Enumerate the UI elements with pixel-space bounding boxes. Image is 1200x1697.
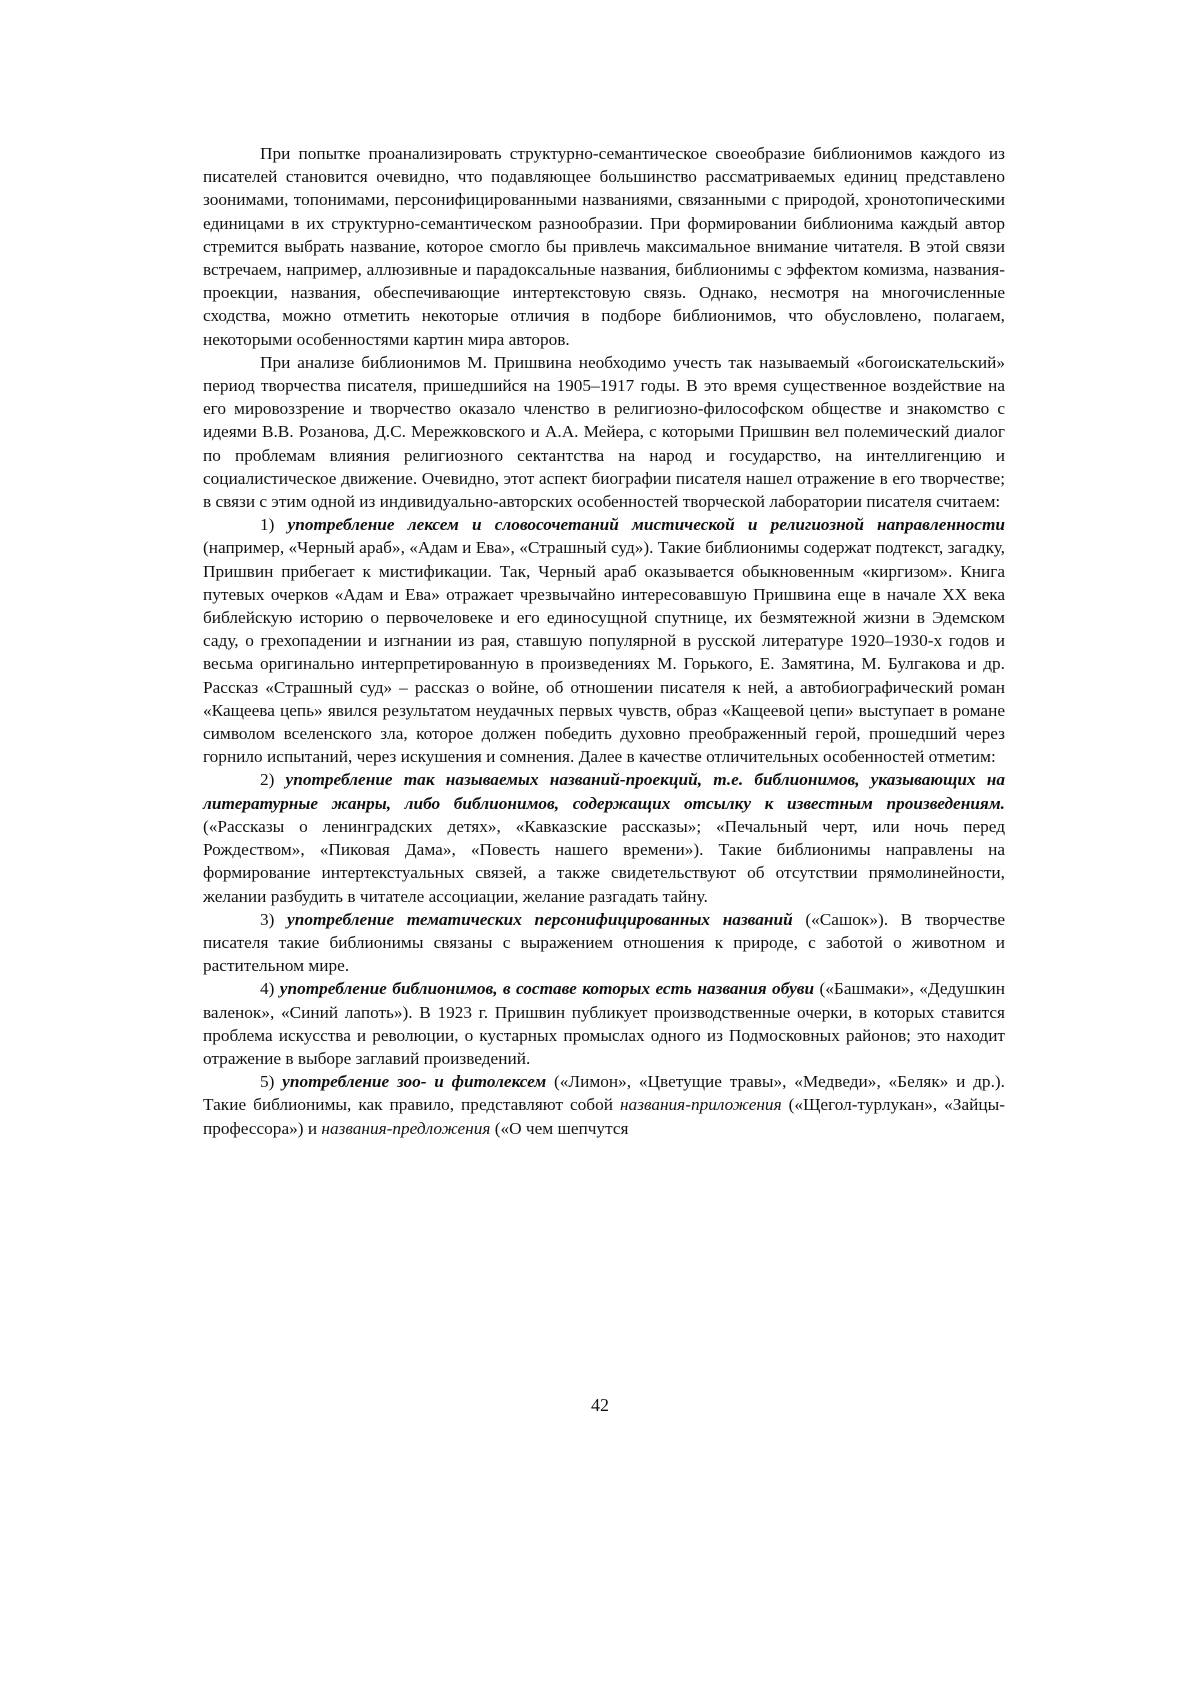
text-run: 4) (260, 979, 280, 998)
text-run: («Рассказы о ленинградских детях», «Кавказские рассказы»; «Печальный черт, или ночь перед Рождеством», «Пиковая Дама», «Повесть нашего времени»). Такие библионимы направлены на формирование интертекстуальных связей, а также свидетельствуют об отсутствии прямолинейности, желании разбудить в читателе ассоциации, желание разгадать тайну. (203, 817, 1005, 906)
text-run: При попытке проанализировать структурно-семантическое своеобразие библионимов каждого из писателей становится очевидно, что подавляющее большинство рассматриваемых единиц представлено зоонимами, топонимами, персонифицированными названиями, связанными с природой, хронотопическими единицами в их структурно-семантическом разнообразии. При формировании библионима каждый автор стремится выбрать название, которое смогло бы привлечь максимальное внимание читателя. В этой связи встречаем, например, аллюзивные и парадоксальные названия, библионимы с эффектом комизма, названия-проекции, названия, обеспечивающие интертекстовую связь. Однако, несмотря на многочисленные сходства, можно отметить некоторые отличия в подборе библионимов, что обусловлено, полагаем, некоторыми особенностями картин мира авторов. (203, 144, 1005, 349)
text-run: («Щегол-турлукан», «Зайцы-профессора») и (203, 1095, 1005, 1137)
paragraph (203, 351, 1005, 513)
text-run: При анализе библионимов М. Пришвина необходимо учесть так называемый «богоискательский» период творчества писателя, пришедшийся на 1905–1917 годы. В это время существенное воздействие на его мировоззрение и творчество оказало членство в религиозно-философском обществе и знакомство с идеями В.В. Розанова, Д.С. Мережковского и А.А. Мейера, с которыми Пришвин вел полемический диалог по проблемам влияния религиозного сектантства на народ и государство, на интеллигенцию и социалистическое движение. Очевидно, этот аспект биографии писателя нашел отражение в его творчестве; в связи с этим одной из индивидуально-авторских особенностей творческой лаборатории писателя считаем: (203, 353, 1005, 511)
paragraph (203, 1070, 1005, 1140)
text-run: («Башмаки», «Дедушкин валенок», «Синий лапоть»). В 1923 г. Пришвин публикует производственные очерки, в которых ставится проблема искусства и революции, о кустарных промыслах одного из Подмосковных районов; это находит отражение в выборе заглавий произведений. (203, 979, 1005, 1068)
emphasis-text: употребление библионимов, в составе которых есть названия обуви (280, 979, 814, 998)
text-run: 3) (260, 910, 287, 929)
page-number: 42 (0, 1395, 1200, 1416)
emphasis-text: употребление тематических персонифицированных названий (287, 910, 793, 929)
text-run: (например, «Черный араб», «Адам и Ева», «Страшный суд»). Такие библионимы содержат подтекст, загадку, Пришвин прибегает к мистификации. Так, Черный араб оказывается обыкновенным «киргизом». Книга путевых очерков «Адам и Ева» отражает чрезвычайно интересовавшую Пришвина еще в начале XX века библейскую историю о первочеловеке и его единосущной спутнице, их безмятежной жизни в Эдемском саду, о грехопадении и изгнании из рая, ставшую популярной в русской литературе 1920–1930-х годов и весьма оригинально интерпретированную в произведениях М. Горького, Е. Замятина, М. Булгакова и др. Рассказ «Страшный суд» – рассказ о войне, об отношении писателя к ней, а автобиографический роман «Кащеева цепь» явился результатом неудачных первых чувств, образ «Кащеевой цепи» выступает в романе символом вселенского зла, которое должен победить духовно преображенный герой, прошедший через горнило испытаний, через искушения и сомнения. Далее в качестве отличительных особенностей отметим: (203, 538, 1005, 766)
emphasis-text: употребление лексем и словосочетаний мистической и религиозной направленности (288, 515, 1005, 534)
emphasis-text: употребление так называемых названий-проекций, т.е. библионимов, указывающих на литературные жанры, либо библионимов, содержащих отсылку к известным произведениям. (203, 770, 1005, 812)
paragraph (203, 977, 1005, 1070)
paragraph (203, 908, 1005, 978)
paragraph (203, 142, 1005, 351)
page-body (203, 142, 1005, 1140)
text-run: («О чем шепчутся (490, 1119, 628, 1138)
paragraph (203, 513, 1005, 768)
text-run: 5) (260, 1072, 282, 1091)
text-run: («Сашок»). В творчестве писателя такие библионимы связаны с выражением отношения к природе, с заботой о животном и растительном мире. (203, 910, 1005, 975)
emphasis-text: употребление зоо- и фитолексем (282, 1072, 546, 1091)
text-run: («Лимон», «Цветущие травы», «Медведи», «Беляк» и др.). Такие библионимы, как правило, представляют собой (203, 1072, 1005, 1114)
italic-text: названия-приложения (620, 1095, 782, 1114)
text-run: 1) (260, 515, 288, 534)
italic-text: названия-предложения (321, 1119, 490, 1138)
paragraph (203, 768, 1005, 907)
text-run: 2) (260, 770, 286, 789)
